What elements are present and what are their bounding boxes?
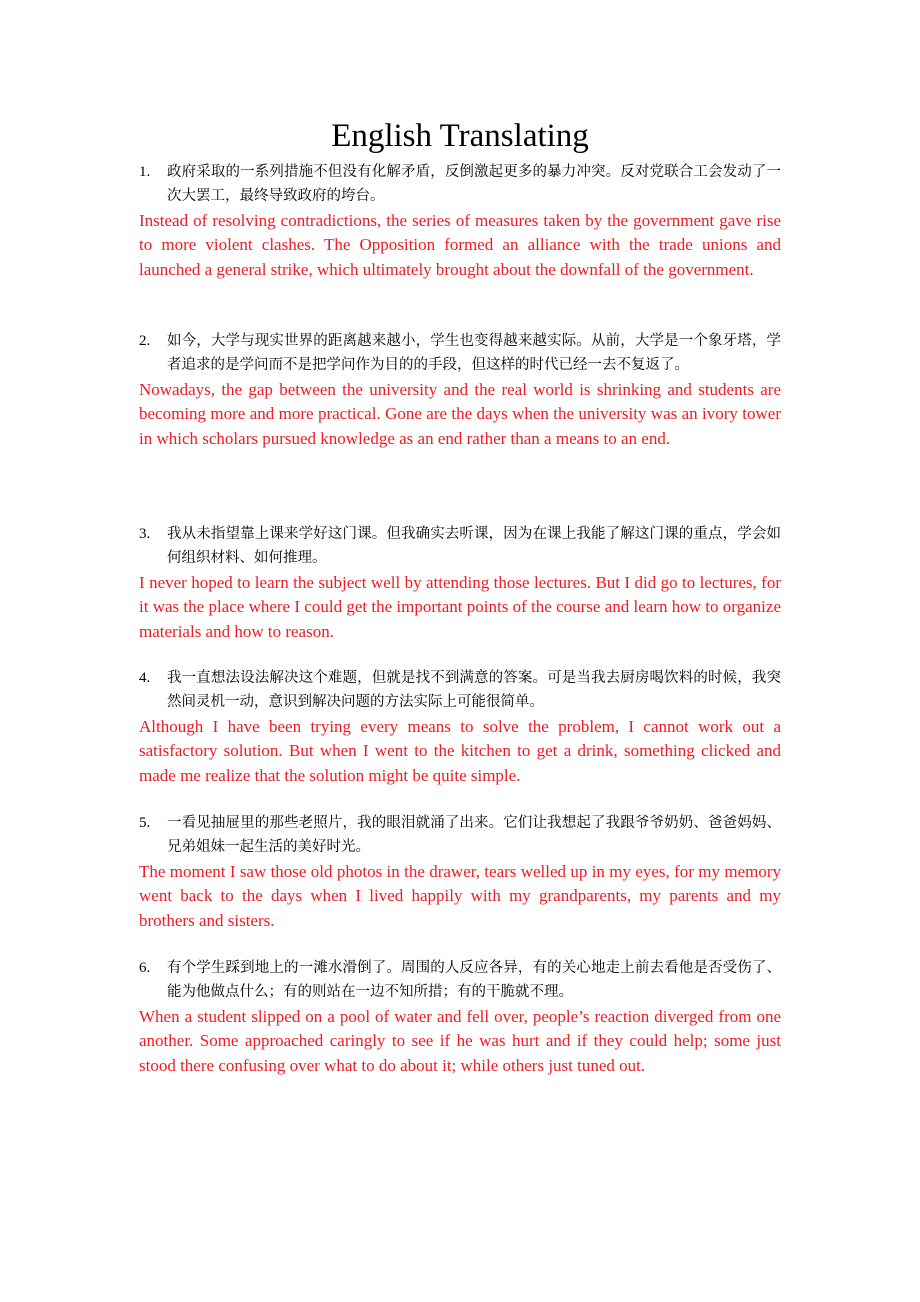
item-number: 6. bbox=[139, 960, 151, 976]
chinese-sentence bbox=[139, 666, 781, 714]
translation-item-4 bbox=[139, 666, 781, 788]
english-translation: I never hoped to learn the subject well by attending those lectures. But I did go to lectures, for it was the place where I could get the important points of the course and learn how to organize materials and how to reason. bbox=[139, 573, 781, 641]
item-number: 3. bbox=[139, 526, 151, 542]
translation-item-6 bbox=[139, 956, 781, 1078]
chinese-text: 我一直想法设法解决这个难题，但就是找不到满意的答案。可是当我去厨房喝饮料的时候，我突然间灵机一动，意识到解决问题的方法实际上可能很简单。 bbox=[167, 670, 781, 710]
chinese-sentence bbox=[139, 329, 781, 377]
chinese-sentence bbox=[139, 160, 781, 208]
page-title: English Translating bbox=[331, 118, 589, 154]
translation-item-1 bbox=[139, 160, 781, 282]
chinese-text: 如今，大学与现实世界的距离越来越小，学生也变得越来越实际。从前，大学是一个象牙塔，学者追求的是学问而不是把学问作为目的的手段，但这样的时代已经一去不复返了。 bbox=[167, 333, 781, 373]
chinese-sentence bbox=[139, 956, 781, 1004]
item-number: 1. bbox=[139, 164, 151, 180]
translation-item-3 bbox=[139, 522, 781, 644]
chinese-text: 有个学生踩到地上的一滩水滑倒了。周围的人反应各异，有的关心地走上前去看他是否受伤了、能为他做点什么；有的则站在一边不知所措；有的干脆就不理。 bbox=[167, 960, 781, 1000]
english-translation: Nowadays, the gap between the university and the real world is shrinking and students are becoming more and more practical. Gone are the days when the university was an ivory tower in which scholars pursued knowledge as an end rather than a means to an end. bbox=[139, 380, 781, 448]
item-number: 5. bbox=[139, 815, 151, 831]
english-translation: The moment I saw those old photos in the drawer, tears welled up in my eyes, for my memory went back to the days when I lived happily with my grandparents, my parents and my brothers and sisters. bbox=[139, 862, 781, 930]
english-translation: Although I have been trying every means to solve the problem, I cannot work out a satisfactory solution. But when I went to the kitchen to get a drink, something clicked and made me realize that the solution might be quite simple. bbox=[139, 717, 781, 785]
item-number: 4. bbox=[139, 670, 151, 686]
english-translation: Instead of resolving contradictions, the series of measures taken by the government gave rise to more violent clashes. The Opposition formed an alliance with the trade unions and launched a general strike, which ultimately brought about the downfall of the government. bbox=[139, 211, 781, 279]
chinese-sentence bbox=[139, 522, 781, 570]
english-translation: When a student slipped on a pool of water and fell over, people’s reaction diverged from one another. Some approached caringly to see if he was hurt and if they could help; some just stood there confusing over what to do about it; while others just tuned out. bbox=[139, 1007, 781, 1075]
chinese-sentence bbox=[139, 811, 781, 859]
chinese-text: 政府采取的一系列措施不但没有化解矛盾，反倒激起更多的暴力冲突。反对党联合工会发动了一次大罢工，最终导致政府的垮台。 bbox=[167, 164, 781, 204]
chinese-text: 一看见抽屉里的那些老照片，我的眼泪就涌了出来。它们让我想起了我跟爷爷奶奶、爸爸妈妈、兄弟姐妹一起生活的美好时光。 bbox=[167, 815, 781, 855]
translation-item-5 bbox=[139, 811, 781, 933]
translation-item-2 bbox=[139, 329, 781, 451]
chinese-text: 我从未指望靠上课来学好这门课。但我确实去听课，因为在课上我能了解这门课的重点，学会如何组织材料、如何推理。 bbox=[167, 526, 781, 566]
item-number: 2. bbox=[139, 333, 151, 349]
